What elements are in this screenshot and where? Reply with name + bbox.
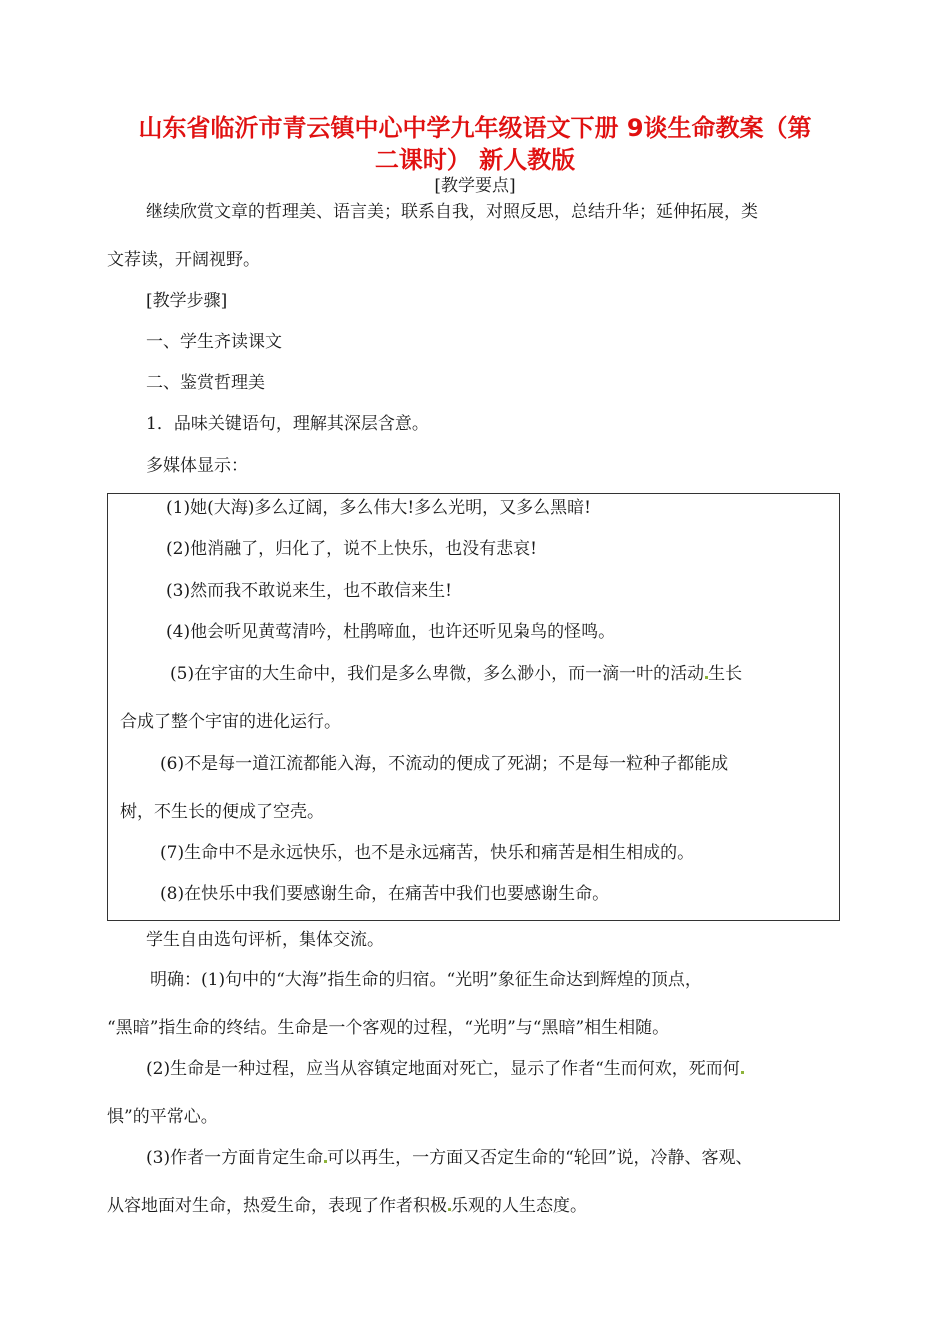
quote-item-5-text-b: 生长 [708,664,743,684]
teaching-points-heading: [教学要点] [434,176,516,196]
answer-3-line-1 [146,1146,752,1170]
answer-3-text-b: 可以再生，一方面又否定生命的“轮回”说，冷静、客观、 [327,1148,753,1168]
step-one: 一、学生齐读课文 [146,332,282,352]
quote-item-5-line-2: 合成了整个宇宙的进化运行。 [120,712,341,732]
document-title-line-1: 山东省临沂市青云镇中心中学九年级语文下册 9谈生命教案（第 [138,114,812,142]
quote-item-6-line-1: (6)不是每一道江流都能入海，不流动的便成了死湖；不是每一粒种子都能成 [160,754,729,774]
answer-3-text-a: (3)作者一方面肯定生命 [146,1148,324,1168]
teaching-points-line-2: 文荐读，开阔视野。 [107,250,260,270]
answer-2-line-2: 惧”的平常心。 [107,1107,218,1127]
answer-1-line-1: 明确：(1)句中的“大海”指生命的归宿。“光明”象征生命达到辉煌的顶点， [150,970,702,990]
answer-2-text: (2)生命是一种过程，应当从容镇定地面对死亡，显示了作者“生而何欢，死而何 [146,1059,740,1079]
quote-item-5-line-1 [170,662,742,686]
multimedia-label: 多媒体显示： [146,456,248,476]
quote-item-7: (7)生命中不是永远快乐，也不是永远痛苦，快乐和痛苦是相生相成的。 [160,843,695,863]
quote-item-4: (4)他会听见黄莺清吟，杜鹃啼血，也许还听见枭鸟的怪鸣。 [166,622,616,642]
answer-3-text-d: 乐观的人生态度。 [451,1196,587,1216]
quote-item-6-line-2: 树，不生长的便成了空壳。 [120,802,324,822]
answer-1-line-2: “黑暗”指生命的终结。生命是一个客观的过程，“光明”与“黑暗”相生相随。 [107,1018,670,1038]
answer-2-line-1 [146,1057,744,1081]
emphasis-dot [741,1071,744,1074]
teaching-points-line-1: 继续欣赏文章的哲理美、语言美；联系自我，对照反思，总结升华；延伸拓展，类 [146,202,758,222]
answer-3-text-c: 从容地面对生命，热爱生命，表现了作者积极 [107,1196,447,1216]
quote-item-5-text-a: (5)在宇宙的大生命中，我们是多么卑微，多么渺小，而一滴一叶的活动 [170,664,705,684]
answer-3-line-2 [107,1194,587,1218]
step-two: 二、鉴赏哲理美 [146,373,265,393]
document-title-line-2: 二课时） 新人教版 [374,146,576,174]
step-two-sub-one: 1．品味关键语句，理解其深层含意。 [146,414,429,434]
discussion-instruction: 学生自由选句评析，集体交流。 [146,930,384,950]
quote-item-8: (8)在快乐中我们要感谢生命，在痛苦中我们也要感谢生命。 [160,884,610,904]
teaching-steps-heading: [教学步骤] [146,291,228,311]
quote-item-3: (3)然而我不敢说来生，也不敢信来生! [166,581,452,601]
quote-item-1: (1)她(大海)多么辽阔，多么伟大!多么光明，又多么黑暗! [166,498,592,518]
quote-item-2: (2)他消融了，归化了，说不上快乐，也没有悲哀! [166,539,537,559]
